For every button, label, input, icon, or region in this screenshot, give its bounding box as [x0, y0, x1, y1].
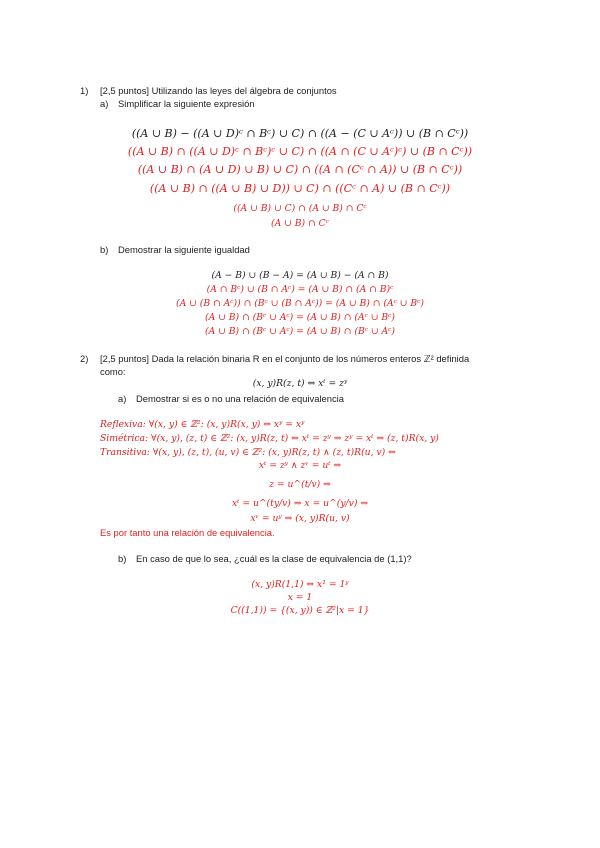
q2a-conclusion: Es por tanto una relación de equivalencia.	[100, 527, 275, 538]
q2a-step-2: z = u^(t/v) ⇒	[269, 479, 331, 490]
q2b-result: C((1,1)) = {(x, y)) ∈ ℤ²|x = 1}	[230, 605, 370, 616]
q2-heading-line2: como:	[100, 366, 126, 377]
q2a-transitiva: Transitiva: ∀(x, y), (z, t), (u, v) ∈ ℤ²: (x, y)R(z, t) ∧ (z, t)R(u, v) ⇔	[100, 447, 396, 458]
q2b-step-2: x = 1	[287, 592, 313, 603]
q1b-step-4: (A ∪ B) ∩ (Bᶜ ∪ Aᶜ) = (A ∪ B) ∩ (Bᶜ ∪ Aᶜ)	[205, 326, 395, 337]
q1b-equality: (A − B) ∪ (B − A) = (A ∪ B) − (A ∩ B)	[211, 270, 389, 281]
q1b-step-1: (A ∩ Bᶜ) ∪ (B ∩ Aᶜ) = (A ∪ B) ∩ (A ∩ B)ᶜ	[206, 284, 394, 295]
q2-relation-definition: (x, y)R(z, t) ⇔ xᵗ = zʸ	[252, 378, 348, 389]
q2b-text: En caso de que lo sea, ¿cuál es la clase de equivalencia de (1,1)?	[136, 553, 412, 564]
q1-heading: [2,5 puntos] Utilizando las leyes del álgebra de conjuntos	[100, 85, 337, 96]
q2-heading-line1: [2,5 puntos] Dada la relación binaria R en el conjunto de los números enteros ℤ² definida	[100, 353, 470, 364]
q2a-text: Demostrar si es o no una relación de equivalencia	[136, 393, 344, 404]
q1-number: 1)	[80, 85, 89, 96]
q2a-label: a)	[118, 393, 127, 404]
q1a-step-4: ((A ∪ B) ∪ C) ∩ (A ∪ B) ∩ Cᶜ	[233, 203, 367, 214]
q2a-simetrica: Simétrica: ∀(x, y), (z, t) ∈ ℤ²: (x, y)R(z, t) ⇔ xᵗ = zʸ ⇒ zʸ = xᵗ ⇒ (z, t)R(x, y)	[100, 433, 439, 444]
q1a-expression: ((A ∪ B) − ((A ∪ D)ᶜ ∩ Bᶜ) ∪ C) ∩ ((A − (C ∪ Aᶜ)) ∪ (B ∩ Cᶜ))	[131, 127, 469, 140]
q1a-step-1: ((A ∪ B) ∩ ((A ∪ D)ᶜ ∩ Bᶜ)ᶜ ∪ C) ∩ ((A ∩ (C ∪ Aᶜ)ᶜ) ∪ (B ∩ Cᶜ))	[127, 145, 473, 158]
q1b-label: b)	[100, 244, 109, 255]
q1b-step-3: (A ∪ B) ∩ (Bᶜ ∪ Aᶜ) = (A ∪ B) ∩ (Aᶜ ∪ Bᶜ)	[205, 312, 395, 323]
q1a-text: Simplificar la siguiente expresión	[118, 98, 255, 109]
q1b-step-2: (A ∪ (B ∩ Aᶜ)) ∩ (Bᶜ ∪ (B ∩ Aᶜ)) = (A ∪ B) ∩ (Aᶜ ∪ Bᶜ)	[176, 298, 424, 309]
q1a-label: a)	[100, 98, 109, 109]
q2b-label: b)	[118, 553, 127, 564]
q2a-step-4: xᵛ = uʸ ⇒ (x, y)R(u, v)	[250, 513, 350, 524]
q2a-step-3: xᵗ = u^(ty/v) ⇒ x = u^(y/v) ⇒	[231, 498, 369, 509]
q2-number: 2)	[80, 353, 89, 364]
q2a-reflexiva: Reflexiva: ∀(x, y) ∈ ℤ²: (x, y)R(x, y) ⇔ xʸ = xʸ	[100, 419, 305, 430]
q1a-step-3: ((A ∪ B) ∩ ((A ∪ B) ∪ D)) ∪ C) ∩ ((Cᶜ ∩ A) ∪ (B ∩ Cᶜ))	[149, 182, 451, 195]
q2a-step-1: xᵗ = zʸ ∧ zᵛ = uᵗ ⇒	[258, 460, 342, 471]
q1a-step-2: ((A ∪ B) ∩ (A ∪ D) ∪ B) ∪ C) ∩ ((A ∩ (Cᶜ ∩ A)) ∪ (B ∩ Cᶜ))	[137, 163, 463, 176]
q2b-step-1: (x, y)R(1,1) ⇔ x¹ = 1ʸ	[251, 579, 349, 590]
q1a-result: (A ∪ B) ∩ Cᶜ	[271, 218, 329, 229]
q1b-text: Demostrar la siguiente igualdad	[118, 244, 250, 255]
